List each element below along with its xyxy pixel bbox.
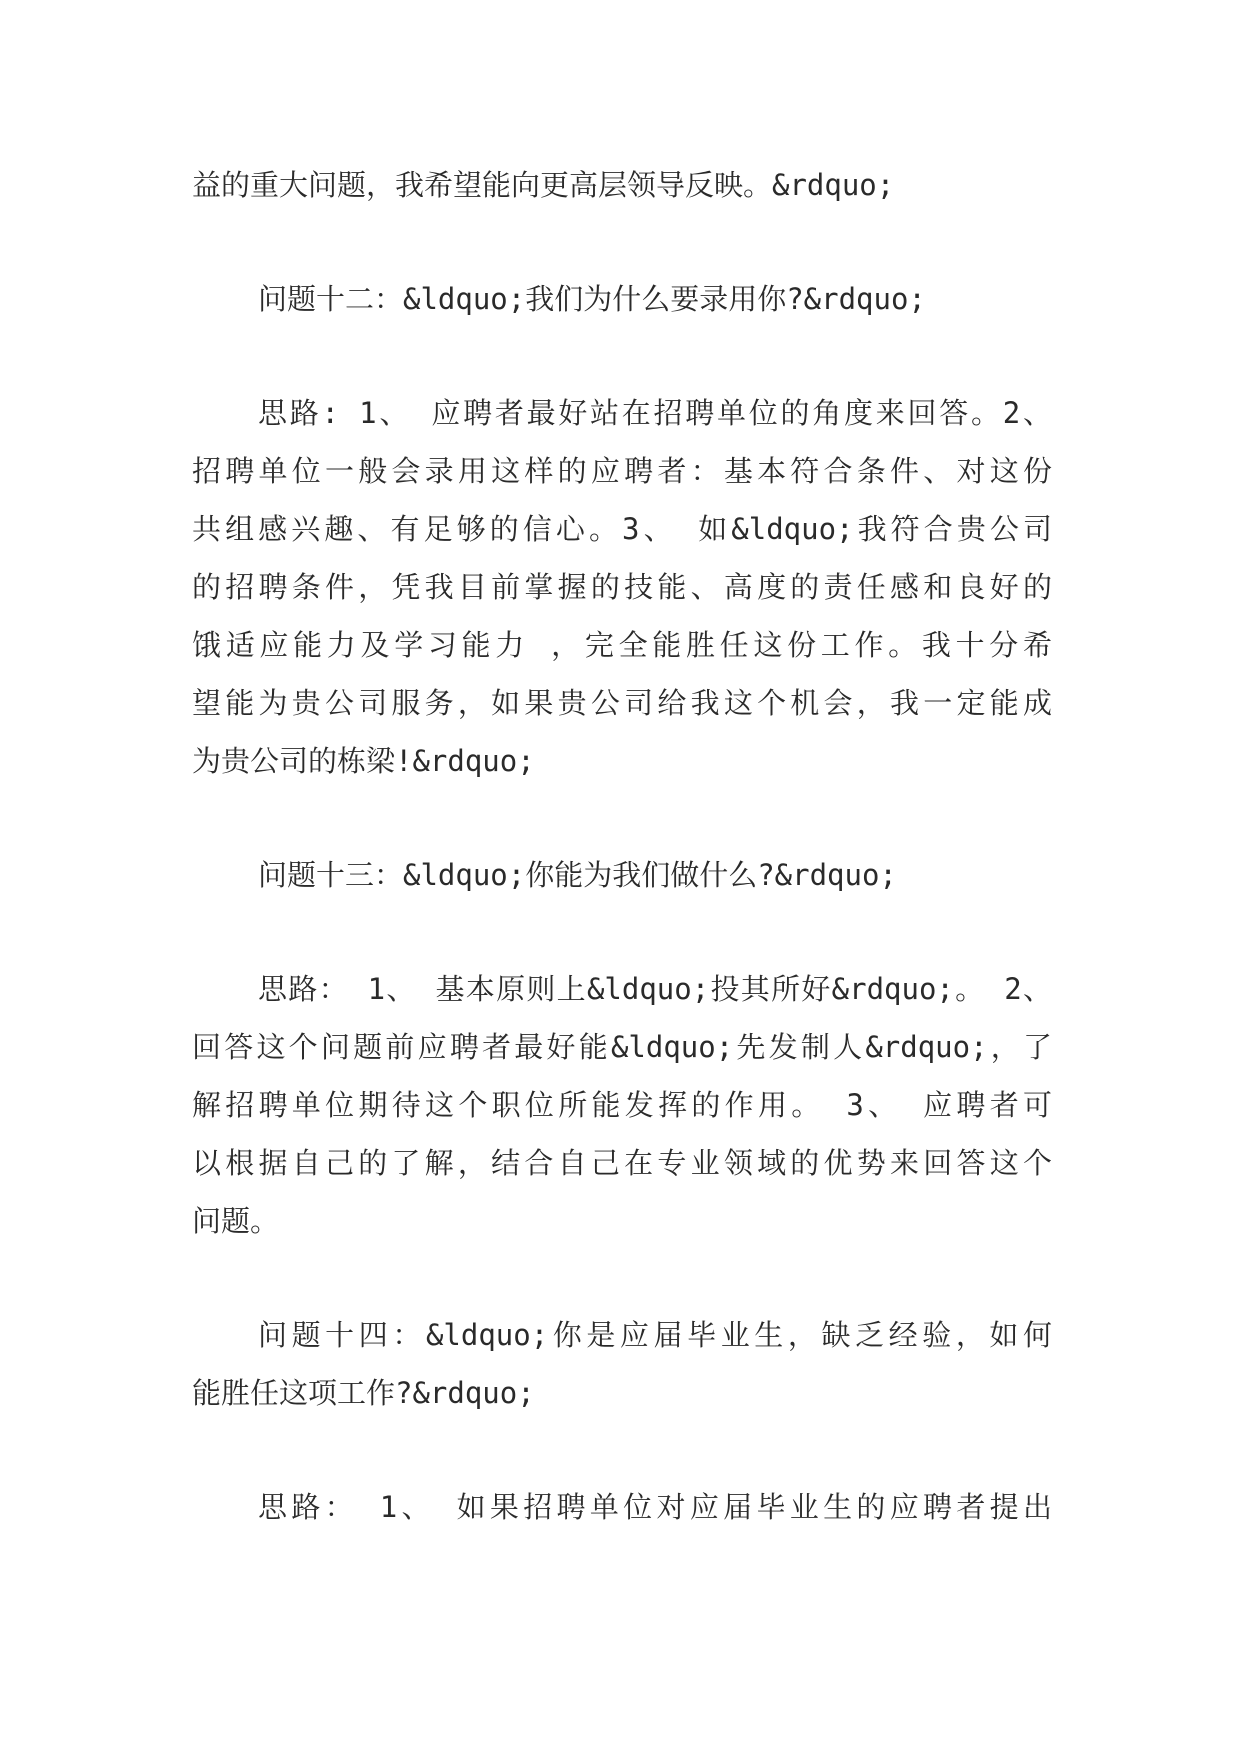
paragraph-line: 为贵公司的栋梁!&rdquo; xyxy=(192,744,535,778)
paragraph-line: 饿适应能力及学习能力 ，完全能胜任这份工作。我十分希 xyxy=(192,628,1052,662)
paragraph-line: 思路： 1、 基本原则上&ldquo;投其所好&rdquo;。 2、 xyxy=(258,972,1052,1006)
paragraph-line: 解招聘单位期待这个职位所能发挥的作用。 3、 应聘者可 xyxy=(192,1088,1052,1122)
question-heading: 问题十二：&ldquo;我们为什么要录用你?&rdquo; xyxy=(258,282,926,316)
question-heading: 问题十三：&ldquo;你能为我们做什么?&rdquo; xyxy=(258,858,897,892)
paragraph-line: 共组感兴趣、有足够的信心。3、 如&ldquo;我符合贵公司 xyxy=(192,512,1052,546)
paragraph-line: 以根据自己的了解，结合自己在专业领域的优势来回答这个 xyxy=(192,1146,1052,1180)
paragraph-gap xyxy=(192,214,1052,270)
paragraph-line: 招聘单位一般会录用这样的应聘者：基本符合条件、对这份 xyxy=(192,454,1052,488)
paragraph-gap xyxy=(192,790,1052,846)
paragraph-line: 思路: 1、 应聘者最好站在招聘单位的角度来回答。2、 xyxy=(258,396,1052,430)
paragraph-gap xyxy=(192,1250,1052,1306)
paragraph-line: 问题。 xyxy=(192,1204,280,1238)
paragraph-gap xyxy=(192,904,1052,960)
question-heading-continued: 能胜任这项工作?&rdquo; xyxy=(192,1376,535,1410)
document-body xyxy=(192,156,1052,1536)
paragraph-line: 思路： 1、 如果招聘单位对应届毕业生的应聘者提出 xyxy=(258,1490,1052,1524)
paragraph-line: 回答这个问题前应聘者最好能&ldquo;先发制人&rdquo;，了 xyxy=(192,1030,1052,1064)
paragraph-line: 望能为贵公司服务，如果贵公司给我这个机会，我一定能成 xyxy=(192,686,1052,720)
paragraph-gap xyxy=(192,1422,1052,1478)
paragraph-line: 的招聘条件，凭我目前掌握的技能、高度的责任感和良好的 xyxy=(192,570,1052,604)
paragraph-line: 益的重大问题，我希望能向更高层领导反映。&rdquo; xyxy=(192,168,895,202)
question-heading: 问题十四：&ldquo;你是应届毕业生，缺乏经验，如何 xyxy=(258,1318,1052,1352)
paragraph-gap xyxy=(192,328,1052,384)
